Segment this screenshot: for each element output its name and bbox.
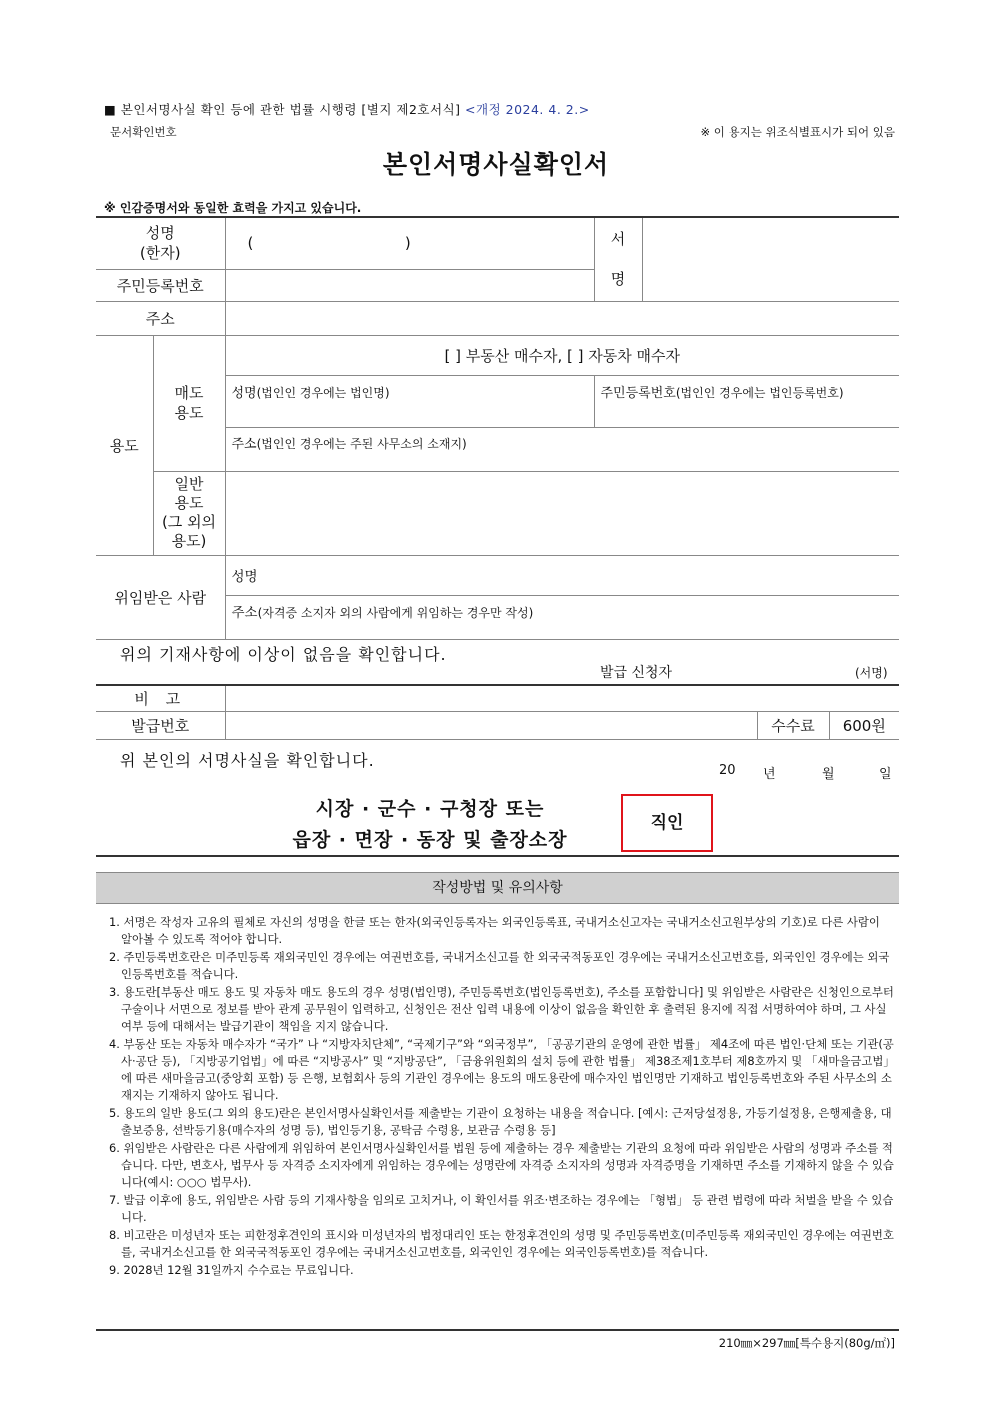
address-label: 주소 xyxy=(96,301,225,335)
law-reference xyxy=(104,100,590,118)
paper-size: 210㎜×297㎜[특수용지(80g/㎡)] xyxy=(718,1336,895,1350)
guide-list xyxy=(104,914,894,1280)
official-seal-box: 직인 xyxy=(621,794,713,852)
name-label-2: (한자) xyxy=(139,244,181,263)
general-label-1: 일반 xyxy=(174,475,204,493)
buyer-addr-note: (법인인 경우에는 주된 사무소의 소재지) xyxy=(256,436,467,451)
applicant-label: 발급 신청자 xyxy=(600,665,673,681)
guide-title: 작성방법 및 유의사항 xyxy=(96,872,899,904)
delegate-addr-label: 주소 xyxy=(231,604,258,621)
guide-item: 4. 부동산 또는 자동차 매수자가 “국가” 나 “지방자치단체”, “국제기구”와 “외국정부”, 「공공기관의 운영에 관한 법률」 제4조에 따른 법인·단체 또는 기관(공사·공단 등), 「지방공기업법」에 따른 “지방공사” 및 “지방공단”, 「금융위원회의 설치 등에 관한 법률」 제38조제1호부터 제8호까지 및 「새마을금고법」에 따른 새마을금고(중앙회 포함) 등 은행, 보험회사 등의 기관인 경우에는 용도의 매도용란에 매수자인 법인명만 기재하고 법인등록번호와 주된 사무소의 소재지는 기재하지 않아도 됩니다. xyxy=(109,1037,894,1102)
name-field[interactable] xyxy=(225,217,594,269)
application-form xyxy=(96,216,899,640)
guide-item: 1. 서명은 작성자 고유의 필체로 자신의 성명을 한글 또는 한자(외국인등록자는 외국인등록표, 국내거소신고자는 국내거소신고원부상의 기호)로 다른 사람이 알아볼 수 있도록 적어야 합니다. xyxy=(109,915,880,946)
guide-item: 5. 용도의 일반 용도(그 외의 용도)란은 본인서명사실확인서를 제출받는 기관이 요청하는 내용을 적습니다. [예시: 근저당설정용, 가등기설정용, 은행제출용, 대출보증용, 선박등기용(매수자의 성명 등), 법인등기용, 공탁금 수령용, 보관금 수령용 등] xyxy=(109,1106,892,1137)
guide-item: 2. 주민등록번호란은 미주민등록 재외국민인 경우에는 여권번호를, 국내거소신고를 한 외국국적동포인 경우에는 국내거소신고번호를, 외국인인 경우에는 외국인등록번호를 적습니다. xyxy=(109,950,890,981)
purpose-label: 용도 xyxy=(96,335,153,555)
buyer-rrn-label: 주민등록번호 xyxy=(600,385,676,401)
date-month-label: 월 xyxy=(822,767,835,782)
confirm-statement: 위의 기재사항에 이상이 없음을 확인합니다. xyxy=(120,645,447,664)
buyer-rrn-note: (법인인 경우에는 법인등록번호) xyxy=(675,385,844,400)
name-label-1: 성명 xyxy=(145,224,175,243)
fee-label: 수수료 xyxy=(757,711,829,739)
delegate-name-label: 성명 xyxy=(231,569,258,585)
buyer-name-label: 성명 xyxy=(231,385,257,401)
delegate-addr-note: (자격증 소지자 외의 사람에게 위임하는 경우만 작성) xyxy=(257,605,534,620)
rrn-label: 주민등록번호 xyxy=(96,269,225,301)
applicant-sign[interactable]: (서명) xyxy=(855,666,888,680)
guide-item: 3. 용도란[부동산 매도 용도 및 자동차 매도 용도의 경우 성명(법인명), 주민등록번호(법인등록번호), 주소를 포함합니다] 및 위임받은 사람란은 신청인으로부터 구술이나 서면으로 정보를 받아 관계 공무원이 입력하고, 신청인은 전산 입력 내용에 이상이 없음을 확인한 후 출력된 용지에 직접 서명하여야 하며, 그 사실 여부 등에 대해서는 발급기관이 책임을 지지 않습니다. xyxy=(109,985,894,1033)
signature-label xyxy=(594,217,642,301)
guide-item: 9. 2028년 12월 31일까지 수수료는 무료입니다. xyxy=(109,1263,354,1277)
date-day-label: 일 xyxy=(879,767,892,782)
signature-field[interactable] xyxy=(642,217,899,301)
fee-value: 600원 xyxy=(829,711,899,739)
paper-note: ※ 이 용지는 위조식별표시가 되어 있음 xyxy=(700,125,895,139)
signature-label-2: 명 xyxy=(610,270,626,289)
issuing-office xyxy=(260,794,600,856)
remarks-label: 비 고 xyxy=(96,685,225,711)
guide-item: 7. 발급 이후에 용도, 위임받은 사람 등의 기재사항을 임의로 고치거나, 이 확인서를 위조·변조하는 경우에는 「형법」 등 관련 법령에 따라 처벌을 받을 수 있습니다. xyxy=(109,1193,894,1224)
address-field[interactable] xyxy=(225,301,899,335)
sale-purpose-label xyxy=(153,335,225,471)
general-purpose-field[interactable] xyxy=(225,471,899,555)
name-paren-open: ( xyxy=(247,234,254,253)
buyer-name-field[interactable] xyxy=(225,375,594,427)
general-label-2: 용도 xyxy=(174,494,204,512)
delegate-label: 위임받은 사람 xyxy=(96,555,225,639)
issue-number-label: 발급번호 xyxy=(96,711,225,739)
issue-table xyxy=(96,684,899,740)
delegate-name-field[interactable] xyxy=(225,555,899,595)
name-label xyxy=(96,217,225,269)
buyer-name-note: (법인인 경우에는 법인명) xyxy=(256,385,390,400)
remarks-field[interactable] xyxy=(225,685,899,711)
delegate-address-field[interactable] xyxy=(225,595,899,639)
issue-number-field[interactable] xyxy=(225,711,757,739)
guide-item: 6. 위임받은 사람란은 다른 사람에게 위임하여 본인서명사실확인서를 법원 등에 제출하는 경우 제출받는 기관의 요청에 따라 위임받은 사람의 성명과 주소를 적습니다. 다만, 변호사, 법무사 등 자격증 소지자에게 위임하는 경우에는 성명란에 자격증 소지자의 성명과 자격증명을 기재하면 주소를 기재하지 않을 수 있습니다(예시: ○○○ 법무사). xyxy=(109,1141,894,1189)
buyer-addr-label: 주소 xyxy=(231,436,257,452)
signature-label-1: 서 xyxy=(610,230,626,249)
general-purpose-label xyxy=(153,471,225,555)
guide-item: 8. 비고란은 미성년자 또는 피한정후견인의 표시와 미성년자의 법정대리인 또는 한정후견인의 성명 및 주민등록번호(미주민등록 재외국민인 경우에는 여권번호를, 국내거소신고를 한 외국국적동포인 경우에는 국내거소신고번호를, 외국인인 경우에는 외국인등록번호)를 적습니다. xyxy=(109,1228,894,1259)
buyer-address-field[interactable] xyxy=(225,427,899,471)
date-year-label: 년 xyxy=(763,767,776,782)
section-divider xyxy=(96,855,899,857)
general-label-4: 용도) xyxy=(171,532,207,550)
law-ref-text: ■ 본인서명사실 확인 등에 관한 법률 시행령 [별지 제2호서식] xyxy=(104,102,461,117)
validity-note: ※ 인감증명서와 동일한 효력을 가지고 있습니다. xyxy=(104,201,362,215)
buyer-rrn-field[interactable] xyxy=(594,375,899,427)
doc-number-label: 문서확인번호 xyxy=(110,125,177,139)
office-line-2: 읍장 · 면장 · 동장 및 출장소장 xyxy=(292,829,568,851)
sale-label-2: 용도 xyxy=(174,404,204,422)
footer-divider xyxy=(96,1329,899,1331)
buyer-type-options[interactable]: [ ] 부동산 매수자, [ ] 자동차 매수자 xyxy=(225,335,899,375)
revision-date: <개정 2024. 4. 2.> xyxy=(465,102,590,117)
general-label-3: (그 외의 xyxy=(161,513,217,531)
rrn-field[interactable] xyxy=(225,269,594,301)
date-year: 20 xyxy=(719,763,736,778)
office-line-1: 시장 · 군수 · 구청장 또는 xyxy=(315,798,545,820)
page-title: 본인서명사실확인서 xyxy=(382,150,610,179)
sign-confirm-statement: 위 본인의 서명사실을 확인합니다. xyxy=(120,751,375,770)
sale-label-1: 매도 xyxy=(174,384,204,402)
name-paren-close: ) xyxy=(404,234,411,253)
